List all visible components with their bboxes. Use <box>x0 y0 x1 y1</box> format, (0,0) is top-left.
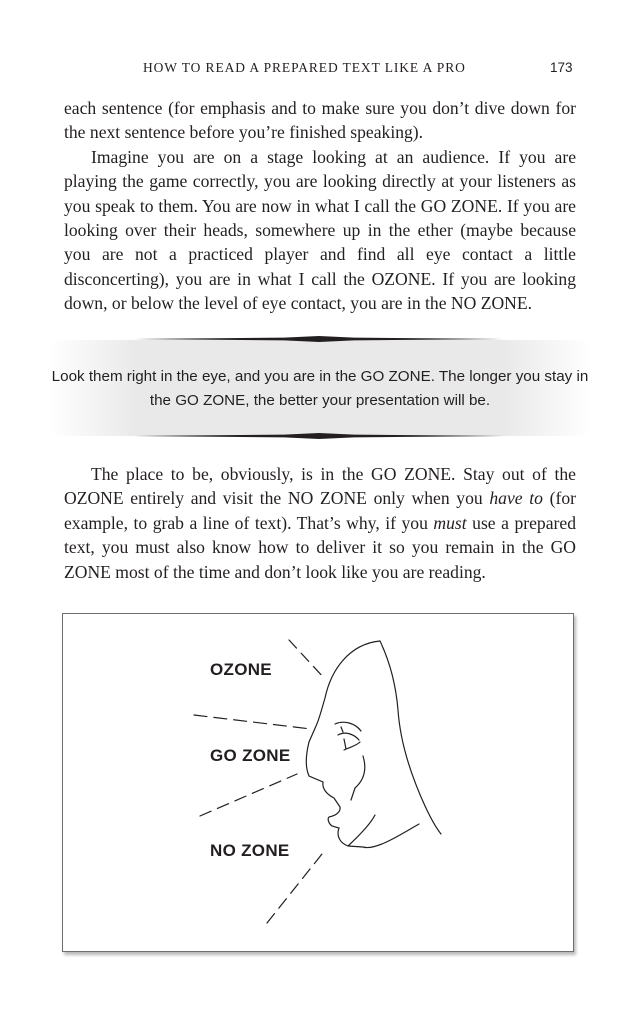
paragraph-go-zone <box>64 462 576 584</box>
go-zone-sight-line <box>194 715 311 729</box>
jaw-line <box>348 815 375 846</box>
eye-pupil <box>344 739 346 749</box>
pull-quote-bottom-rule <box>134 433 504 439</box>
cheek-line <box>351 756 365 800</box>
no-zone-sight-line-b <box>267 854 322 923</box>
pull-quote-top-rule <box>134 336 504 342</box>
paragraph-text-part: (for example, to grab a line of text). That’s why, if you <box>64 488 576 533</box>
head-outline <box>306 641 419 848</box>
paragraph-continued: each sentence (for emphasis and to make sure you don’t dive down for the next sentence before you’re finished speaking). <box>64 98 576 143</box>
page-number: 173 <box>550 60 573 75</box>
pull-quote-text: Look them right in the eye, and you are in the GO ZONE. The longer you stay in the GO ZONE, the better your presentation will be. <box>51 368 589 409</box>
go-zone-label: GO ZONE <box>210 746 291 765</box>
eyebrow <box>335 722 361 731</box>
paragraph-zones-intro: Imagine you are on a stage looking at an audience. If you are playing the game correctly, you are looking directly at your listeners as you speak to them. You are now in what I call the GO ZONE. If you are looking over their heads, somewhere up in the ether (maybe because you are not a practiced player and find all eye contact a little disconcerting), you are in what I call the OZONE. If you are looking down, or below the level of eye contact, you are in the NO ZONE. <box>64 146 576 314</box>
no-zone-label: NO ZONE <box>210 841 290 860</box>
zones-illustration <box>62 613 574 952</box>
eye-upper-lid <box>338 733 359 740</box>
no-zone-sight-line-a <box>200 774 297 816</box>
page-header <box>0 60 638 82</box>
paragraph-text-part: The place to be, obviously, is in the GO ZONE. Stay out of the OZONE entirely and visit the NO ZONE only when you <box>64 464 576 509</box>
body-text-bottom <box>64 462 576 584</box>
face-profile-drawing <box>63 614 575 953</box>
body-text-top <box>64 96 576 316</box>
running-head: HOW TO READ A PREPARED TEXT LIKE A PRO <box>143 60 466 75</box>
emphasis-must: must <box>433 512 467 533</box>
emphasis-have-to: have to <box>489 488 543 509</box>
hair-back <box>380 641 441 834</box>
paragraph-text-part: use a prepared text, you must also know how to deliver it so you remain in the GO ZONE most of the time and don’t look like you are reading. <box>64 512 576 582</box>
ozone-label: OZONE <box>210 660 272 679</box>
eye-lash <box>341 727 343 732</box>
ozone-sight-line <box>289 640 325 679</box>
